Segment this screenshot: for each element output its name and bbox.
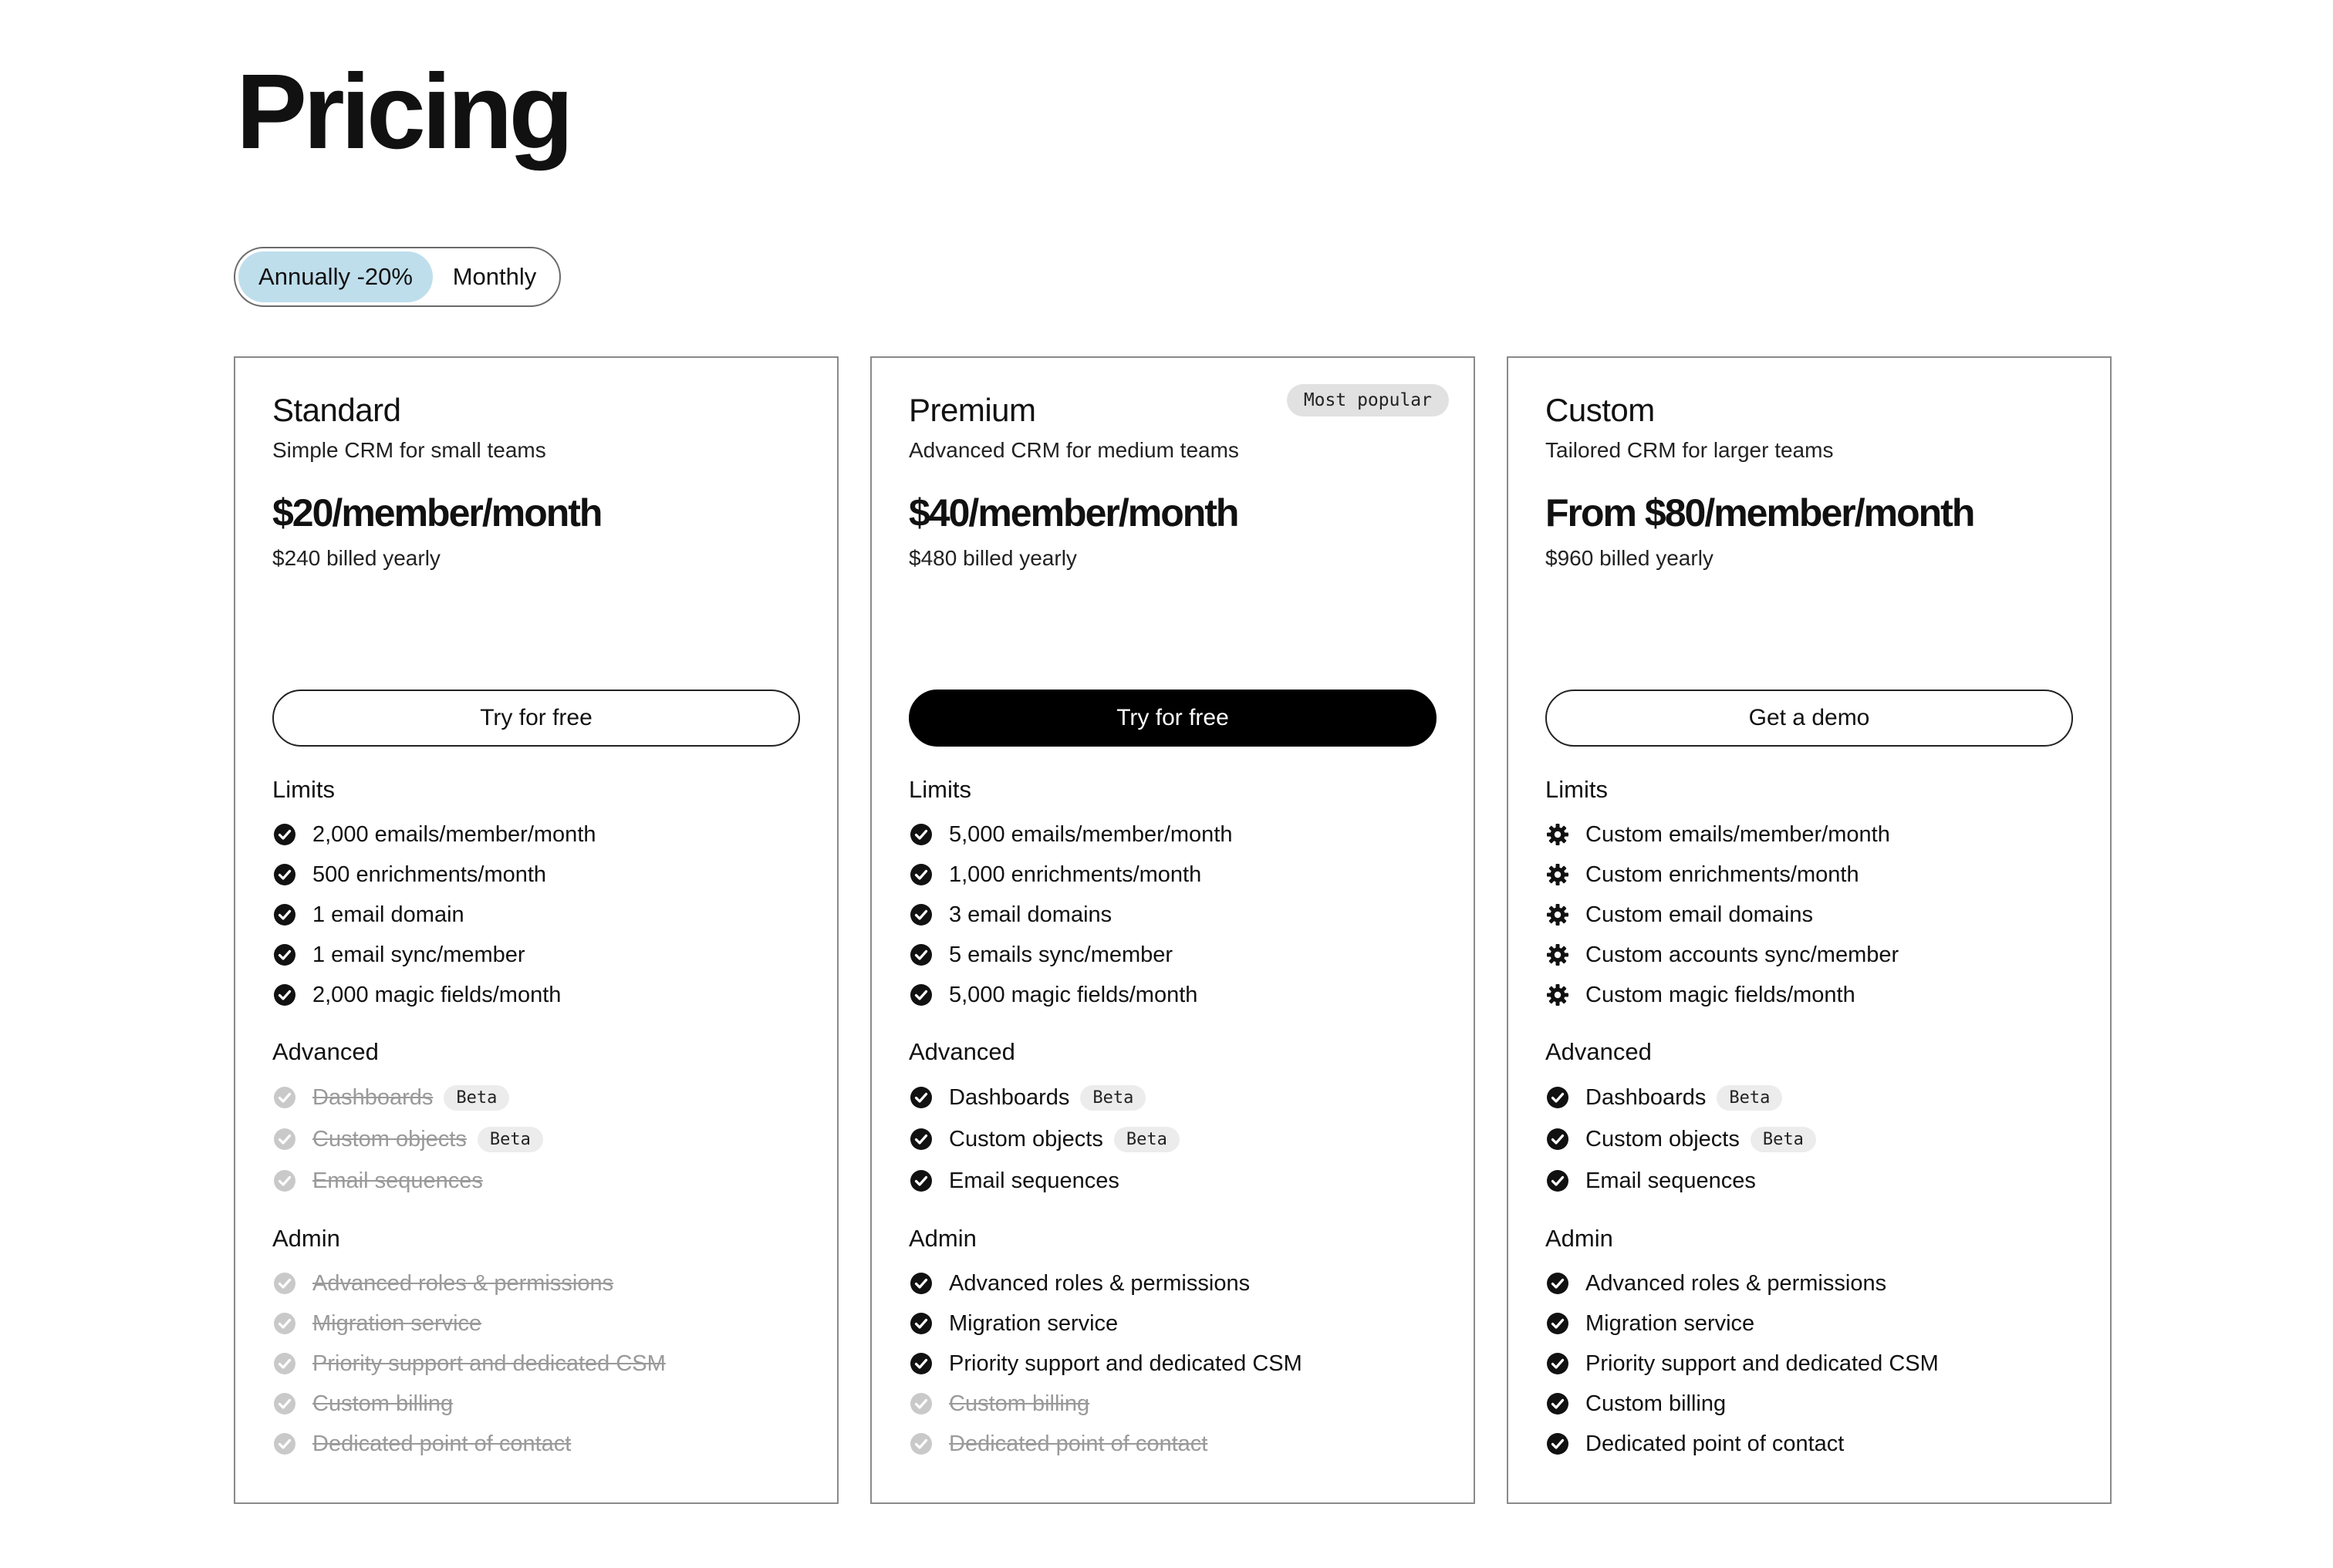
plan-billed-yearly: $960 billed yearly [1545, 546, 1713, 570]
check-circle-icon [1545, 1127, 1570, 1152]
plan-billed-yearly: $240 billed yearly [272, 546, 441, 570]
feature-item [1545, 1077, 2073, 1118]
feature-item [1545, 1384, 2073, 1424]
feature-item [909, 814, 1437, 855]
gear-icon [1545, 983, 1570, 1007]
feature-label: Custom email domains [1585, 902, 1813, 927]
check-circle-icon [1545, 1085, 1570, 1110]
plan-billed-yearly: $480 billed yearly [909, 546, 1077, 570]
feature-label: Dashboards [949, 1084, 1070, 1110]
billing-toggle-annual[interactable]: Annually -20% [238, 251, 433, 302]
section-heading: Limits [1545, 776, 1608, 803]
section-heading: Admin [272, 1225, 340, 1252]
feature-label: 5,000 magic fields/month [949, 982, 1198, 1007]
check-circle-muted-icon [272, 1168, 297, 1193]
section-limits [909, 774, 1437, 1015]
feature-label: Custom billing [949, 1391, 1090, 1416]
check-circle-icon [1545, 1351, 1570, 1376]
feature-label: 1 email domain [312, 902, 464, 927]
beta-badge: Beta [1080, 1085, 1146, 1111]
feature-label: Custom objects [1585, 1126, 1740, 1152]
check-circle-icon [272, 862, 297, 887]
feature-label: 500 enrichments/month [312, 862, 547, 887]
feature-label: 5 emails sync/member [949, 942, 1173, 967]
feature-label: Custom objects [312, 1126, 467, 1152]
check-circle-muted-icon [272, 1085, 297, 1110]
feature-label: Dedicated point of contact [312, 1431, 572, 1456]
section-heading: Admin [909, 1225, 977, 1252]
feature-label: Priority support and dedicated CSM [1585, 1351, 1939, 1376]
feature-item [909, 1344, 1437, 1384]
section-heading: Limits [272, 776, 335, 803]
section-admin [1545, 1223, 2073, 1464]
feature-item [909, 1384, 1437, 1424]
feature-label: Email sequences [1585, 1168, 1756, 1193]
plan-price: $20/member/month [272, 491, 602, 534]
check-circle-muted-icon [272, 1127, 297, 1152]
plan-features [909, 774, 1437, 1464]
feature-item [272, 1263, 800, 1303]
feature-label: Custom billing [1585, 1391, 1727, 1416]
feature-item [272, 1077, 800, 1118]
section-admin [272, 1223, 800, 1464]
feature-item [1545, 975, 2073, 1015]
section-limits [1545, 774, 2073, 1015]
feature-label: Advanced roles & permissions [312, 1270, 614, 1296]
feature-label: Advanced roles & permissions [949, 1270, 1251, 1296]
beta-badge: Beta [1751, 1127, 1816, 1152]
feature-item [1545, 1303, 2073, 1344]
feature-item [1545, 855, 2073, 895]
feature-item [272, 1160, 800, 1202]
check-circle-icon [909, 1311, 934, 1336]
section-heading: Advanced [272, 1038, 379, 1065]
feature-label: 1,000 enrichments/month [949, 862, 1202, 887]
check-circle-icon [909, 902, 934, 927]
feature-item [272, 935, 800, 975]
most-popular-badge: Most popular [1287, 384, 1449, 416]
check-circle-muted-icon [272, 1351, 297, 1376]
check-circle-icon [909, 862, 934, 887]
feature-label: 1 email sync/member [312, 942, 525, 967]
feature-label: 3 email domains [949, 902, 1112, 927]
check-circle-muted-icon [272, 1391, 297, 1416]
check-circle-icon [909, 983, 934, 1007]
billing-toggle-monthly[interactable]: Monthly [452, 263, 537, 290]
feature-label: Custom emails/member/month [1585, 821, 1890, 847]
section-admin [909, 1223, 1437, 1464]
feature-item [272, 1118, 800, 1160]
check-circle-icon [272, 942, 297, 967]
try-for-free-button[interactable]: Try for free [272, 690, 800, 747]
feature-item [1545, 814, 2073, 855]
feature-label: Email sequences [949, 1168, 1119, 1193]
billing-toggle[interactable] [234, 247, 561, 307]
section-advanced [909, 1037, 1437, 1202]
section-heading: Advanced [909, 1038, 1015, 1065]
feature-label: Custom accounts sync/member [1585, 942, 1899, 967]
feature-item [1545, 895, 2073, 935]
check-circle-icon [909, 1085, 934, 1110]
feature-label: Email sequences [312, 1168, 483, 1193]
feature-item [909, 1160, 1437, 1202]
feature-item [272, 855, 800, 895]
feature-item [909, 1303, 1437, 1344]
feature-label: Migration service [1585, 1310, 1755, 1336]
check-circle-icon [1545, 1271, 1570, 1296]
feature-item [1545, 1424, 2073, 1464]
beta-badge: Beta [478, 1127, 543, 1152]
plan-name: Custom [1545, 392, 1655, 428]
feature-label: Advanced roles & permissions [1585, 1270, 1887, 1296]
plan-features [272, 774, 800, 1464]
feature-item [272, 1424, 800, 1464]
feature-label: Custom enrichments/month [1585, 862, 1859, 887]
section-heading: Admin [1545, 1225, 1613, 1252]
feature-item [1545, 1160, 2073, 1202]
plan-tagline: Tailored CRM for larger teams [1545, 438, 1834, 462]
plan-price: $40/member/month [909, 491, 1238, 534]
feature-label: 5,000 emails/member/month [949, 821, 1233, 847]
feature-item [909, 975, 1437, 1015]
check-circle-icon [909, 1271, 934, 1296]
plan-name: Standard [272, 392, 401, 428]
feature-label: Migration service [312, 1310, 482, 1336]
check-circle-icon [909, 1127, 934, 1152]
check-circle-icon [909, 1168, 934, 1193]
plan-card-premium [870, 356, 1475, 1504]
check-circle-icon [909, 942, 934, 967]
feature-item [272, 1384, 800, 1424]
check-circle-muted-icon [272, 1271, 297, 1296]
feature-label: Custom magic fields/month [1585, 982, 1855, 1007]
check-circle-muted-icon [909, 1431, 934, 1456]
plan-tagline: Simple CRM for small teams [272, 438, 546, 462]
check-circle-icon [1545, 1168, 1570, 1193]
feature-item [1545, 1263, 2073, 1303]
check-circle-icon [272, 902, 297, 927]
get-a-demo-button[interactable]: Get a demo [1545, 690, 2073, 747]
feature-label: Dashboards [1585, 1084, 1707, 1110]
feature-label: Dedicated point of contact [949, 1431, 1208, 1456]
section-advanced [272, 1037, 800, 1202]
feature-item [909, 895, 1437, 935]
beta-badge: Beta [1114, 1127, 1180, 1152]
plan-card-custom [1507, 356, 2112, 1504]
feature-label: 2,000 emails/member/month [312, 821, 596, 847]
feature-item [909, 1077, 1437, 1118]
check-circle-muted-icon [272, 1311, 297, 1336]
feature-label: Migration service [949, 1310, 1119, 1336]
beta-badge: Beta [1717, 1085, 1782, 1111]
feature-item [909, 855, 1437, 895]
page-title: Pricing [236, 52, 570, 171]
feature-item [909, 1263, 1437, 1303]
check-circle-muted-icon [909, 1391, 934, 1416]
check-circle-icon [1545, 1431, 1570, 1456]
check-circle-icon [1545, 1311, 1570, 1336]
gear-icon [1545, 822, 1570, 847]
feature-item [909, 935, 1437, 975]
beta-badge: Beta [444, 1085, 509, 1111]
feature-item [272, 895, 800, 935]
try-for-free-button[interactable]: Try for free [909, 690, 1437, 747]
feature-item [1545, 1118, 2073, 1160]
feature-item [909, 1424, 1437, 1464]
plan-card-standard [234, 356, 839, 1504]
section-heading: Limits [909, 776, 971, 803]
check-circle-muted-icon [272, 1431, 297, 1456]
feature-item [272, 1344, 800, 1384]
plan-price: From $80/member/month [1545, 491, 1974, 534]
check-circle-icon [909, 822, 934, 847]
feature-label: Priority support and dedicated CSM [949, 1351, 1302, 1376]
section-advanced [1545, 1037, 2073, 1202]
plan-features [1545, 774, 2073, 1464]
feature-label: Dedicated point of contact [1585, 1431, 1845, 1456]
section-heading: Advanced [1545, 1038, 1652, 1065]
gear-icon [1545, 942, 1570, 967]
check-circle-icon [272, 983, 297, 1007]
plan-name: Premium [909, 392, 1036, 428]
check-circle-icon [1545, 1391, 1570, 1416]
feature-label: Custom objects [949, 1126, 1103, 1152]
plan-tagline: Advanced CRM for medium teams [909, 438, 1239, 462]
feature-label: Dashboards [312, 1084, 434, 1110]
feature-item [1545, 1344, 2073, 1384]
gear-icon [1545, 902, 1570, 927]
check-circle-icon [272, 822, 297, 847]
feature-item [272, 814, 800, 855]
feature-label: Custom billing [312, 1391, 454, 1416]
section-limits [272, 774, 800, 1015]
check-circle-icon [909, 1351, 934, 1376]
gear-icon [1545, 862, 1570, 887]
feature-item [909, 1118, 1437, 1160]
feature-item [272, 1303, 800, 1344]
feature-item [1545, 935, 2073, 975]
feature-label: Priority support and dedicated CSM [312, 1351, 666, 1376]
feature-label: 2,000 magic fields/month [312, 982, 562, 1007]
feature-item [272, 975, 800, 1015]
